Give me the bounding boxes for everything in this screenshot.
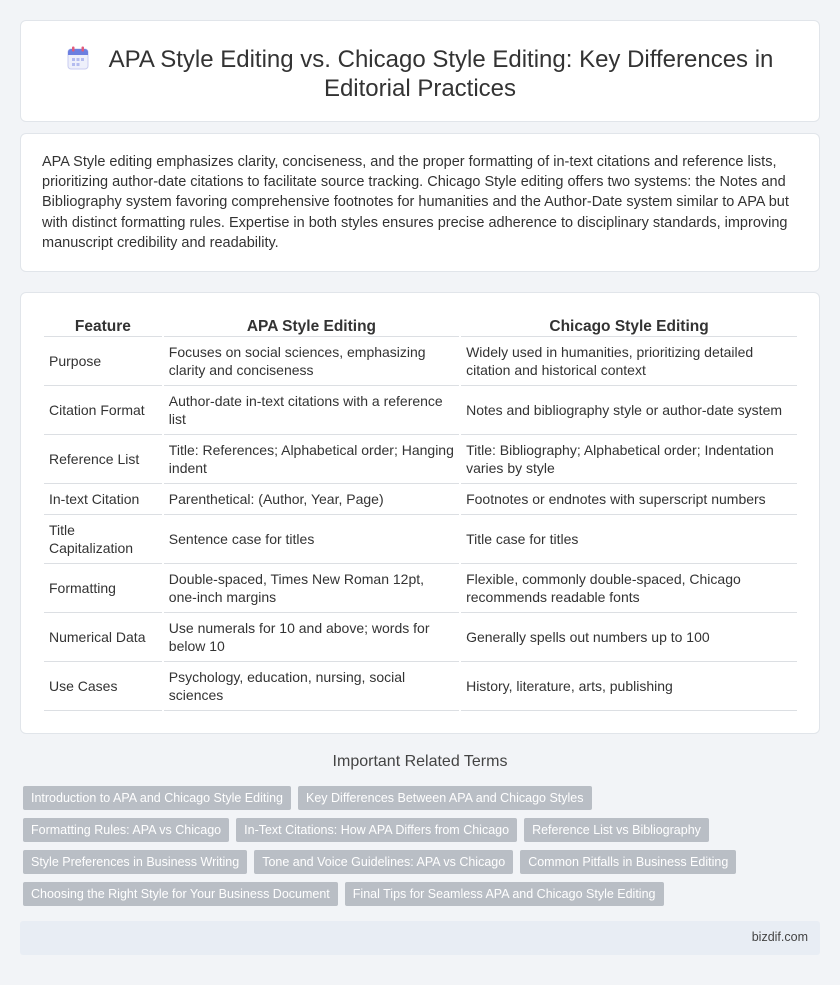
feature-cell: Citation Format <box>44 386 162 435</box>
feature-cell: Formatting <box>44 564 162 613</box>
header-card <box>20 20 820 122</box>
apa-cell: Use numerals for 10 and above; words for below 10 <box>164 613 459 662</box>
chicago-cell: Title case for titles <box>461 515 797 564</box>
chicago-cell: Generally spells out numbers up to 100 <box>461 613 797 662</box>
related-term-tag[interactable]: Common Pitfalls in Business Editing <box>520 850 736 874</box>
header-chicago: Chicago Style Editing <box>461 313 797 337</box>
table-row <box>44 435 797 484</box>
chicago-cell: Flexible, commonly double-spaced, Chicago recommends readable fonts <box>461 564 797 613</box>
apa-cell: Focuses on social sciences, emphasizing clarity and conciseness <box>164 337 459 386</box>
apa-cell: Double-spaced, Times New Roman 12pt, one-inch margins <box>164 564 459 613</box>
related-terms-list <box>23 786 803 906</box>
related-term-tag[interactable]: Style Preferences in Business Writing <box>23 850 247 874</box>
apa-cell: Author-date in-text citations with a reference list <box>164 386 459 435</box>
apa-cell: Title: References; Alphabetical order; Hanging indent <box>164 435 459 484</box>
table-row <box>44 564 797 613</box>
table-row <box>44 484 797 515</box>
feature-cell: Use Cases <box>44 662 162 711</box>
page-title-wrap <box>21 45 819 103</box>
related-term-tag[interactable]: Reference List vs Bibliography <box>524 818 709 842</box>
related-term-tag[interactable]: Final Tips for Seamless APA and Chicago Style Editing <box>345 882 664 906</box>
table-row <box>44 662 797 711</box>
header-apa: APA Style Editing <box>164 313 459 337</box>
related-terms-heading: Important Related Terms <box>332 753 508 770</box>
footer-bar <box>20 921 820 955</box>
feature-cell: In-text Citation <box>44 484 162 515</box>
page-title: APA Style Editing vs. Chicago Style Editing: Key Differences in Editorial Practices <box>108 46 774 102</box>
related-term-tag[interactable]: Choosing the Right Style for Your Business Document <box>23 882 338 906</box>
feature-cell: Reference List <box>44 435 162 484</box>
footer-site-link[interactable]: bizdif.com <box>751 930 808 944</box>
related-term-tag[interactable]: In-Text Citations: How APA Differs from Chicago <box>236 818 517 842</box>
calendar-icon <box>67 46 89 70</box>
chicago-cell: Widely used in humanities, prioritizing detailed citation and historical context <box>461 337 797 386</box>
related-term-tag[interactable]: Key Differences Between APA and Chicago Styles <box>298 786 591 810</box>
related-term-tag[interactable]: Introduction to APA and Chicago Style Editing <box>23 786 291 810</box>
feature-cell: Purpose <box>44 337 162 386</box>
related-term-tag[interactable]: Formatting Rules: APA vs Chicago <box>23 818 229 842</box>
apa-cell: Psychology, education, nursing, social sciences <box>164 662 459 711</box>
feature-cell: Title Capitalization <box>44 515 162 564</box>
chicago-cell: Footnotes or endnotes with superscript numbers <box>461 484 797 515</box>
apa-cell: Parenthetical: (Author, Year, Page) <box>164 484 459 515</box>
chicago-cell: Notes and bibliography style or author-date system <box>461 386 797 435</box>
table-header-row <box>44 313 797 337</box>
table-row <box>44 386 797 435</box>
intro-card <box>20 133 820 272</box>
feature-cell: Numerical Data <box>44 613 162 662</box>
table-row <box>44 515 797 564</box>
header-feature: Feature <box>44 313 162 337</box>
chicago-cell: History, literature, arts, publishing <box>461 662 797 711</box>
chicago-cell: Title: Bibliography; Alphabetical order; Indentation varies by style <box>461 435 797 484</box>
comparison-table <box>42 313 799 711</box>
intro-paragraph: APA Style editing emphasizes clarity, conciseness, and the proper formatting of in-text citations and reference lists, prioritizing author-date citations to facilitate source tracking. Chicago Style editing offers two systems: the Notes and Bibliography system favoring comprehensive footnotes for humanities and the Author-Date system similar to APA but with distinct formatting rules. Expertise in both styles ensures precise adherence to disciplinary standards, improving manuscript credibility and readability. <box>42 154 789 251</box>
related-term-tag[interactable]: Tone and Voice Guidelines: APA vs Chicago <box>254 850 513 874</box>
comparison-table-card <box>20 292 820 734</box>
table-row <box>44 337 797 386</box>
table-row <box>44 613 797 662</box>
apa-cell: Sentence case for titles <box>164 515 459 564</box>
